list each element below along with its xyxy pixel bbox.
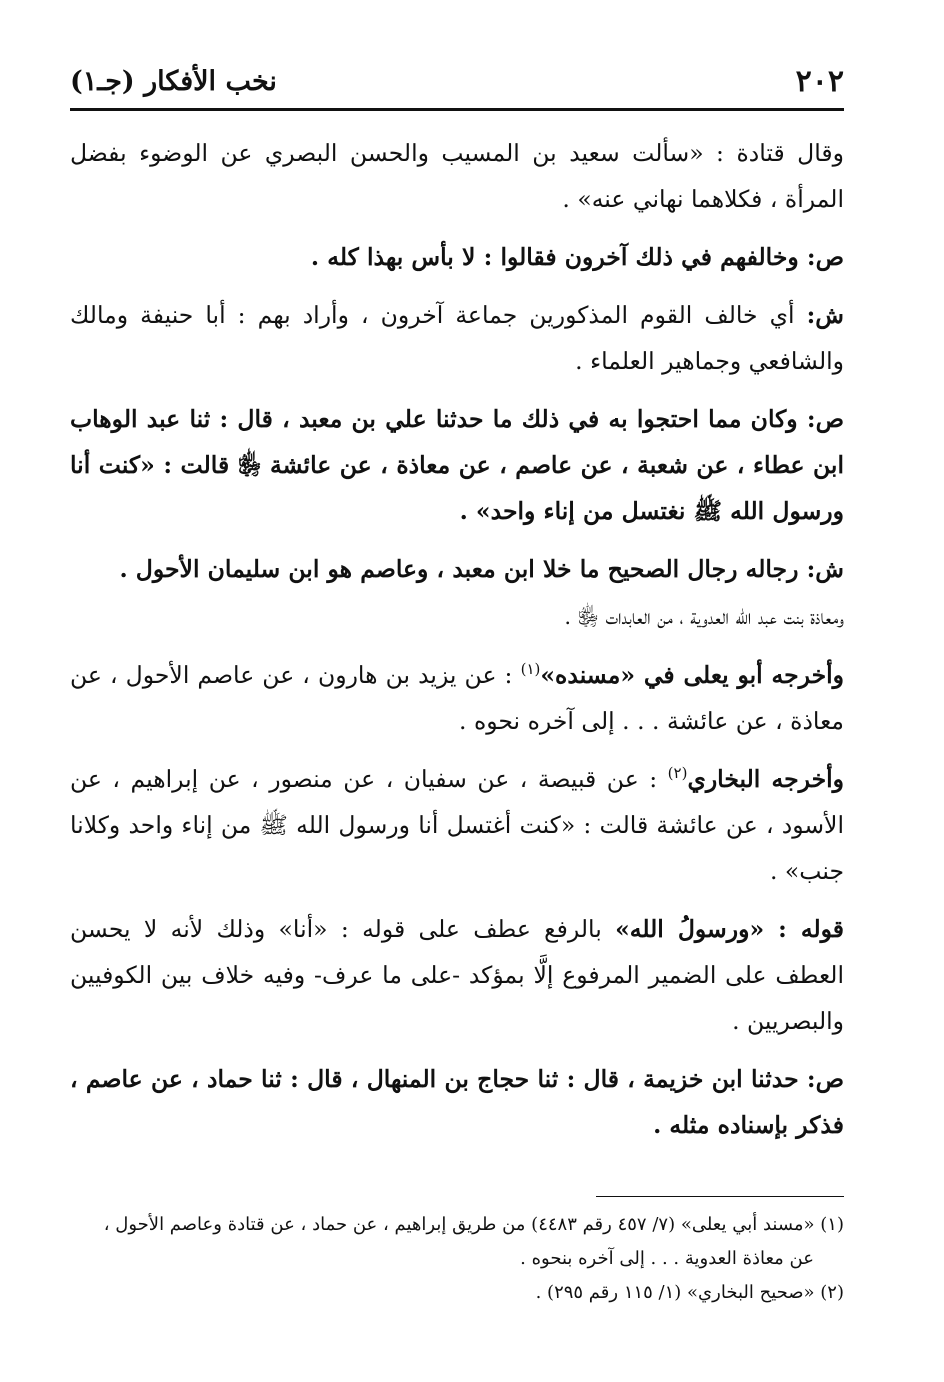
paragraph-text: : عن يزيد بن هارون ، عن عاصم الأحول ، عن معاذة ، عن عائشة . . . إلى آخره نحوه .	[70, 661, 844, 735]
footnote-ref[interactable]: (١)	[520, 660, 541, 679]
paragraph-sharh-bold	[70, 546, 844, 592]
paragraph-matn	[70, 396, 844, 534]
main-text	[70, 130, 844, 1160]
citation-lead: قوله : «ورسولُ الله»	[615, 915, 844, 943]
paragraph-text: أي خالف القوم المذكورين جماعة آخرون ، وأراد بهم : أبا حنيفة ومالك والشافعي وجماهير العلماء .	[70, 301, 844, 375]
header-rule	[70, 108, 844, 111]
paragraph-text: وكان مما احتجوا به في ذلك ما حدثنا علي بن معبد ، قال : ثنا عبد الوهاب ابن عطاء ، عن شعبة ، عن عاصم ، عن معاذة ، عن عائشة ﵂ قالت : «كنت أنا ورسول الله ﷺ نغتسل من إناء واحد» .	[70, 405, 844, 525]
citation-lead: وأخرجه أبو يعلى في «مسنده»	[540, 661, 844, 689]
matn-marker: ص:	[806, 1065, 844, 1093]
paragraph-text: بالرفع عطف على قوله : «أنا» وذلك لأنه لا يحسن العطف على الضمير المرفوع إلَّا بمؤكد -على ما عرف- وفيه خلاف بين الكوفيين والبصريين .	[70, 915, 844, 1035]
paragraph-text: رجاله رجال الصحيح ما خلا ابن معبد ، وعاصم هو ابن سليمان الأحول .	[119, 555, 799, 583]
paragraph-text: ومعاذة بنت عبد الله العدوية ، من العابدات ﵂ .	[564, 605, 844, 629]
paragraph-abu-yala	[70, 652, 844, 744]
footnote-2	[70, 1276, 844, 1310]
footnotes	[70, 1208, 844, 1310]
sharh-marker: ش:	[806, 555, 844, 583]
paragraph-text: وخالفهم في ذلك آخرون فقالوا : لا بأس بهذا كله .	[310, 243, 799, 271]
running-title: نخب الأفكار (جـ١)	[70, 66, 277, 97]
paragraph-text: وقال قتادة : «سألت سعيد بن المسيب والحسن البصري عن الوضوء بفضل المرأة ، فكلاهما نهاني عنه» .	[70, 139, 844, 213]
paragraph-qatada	[70, 130, 844, 222]
paragraph-qawluhu	[70, 906, 844, 1044]
footnote-1	[70, 1208, 844, 1276]
paragraph-matn	[70, 1056, 844, 1148]
footnote-text: (٢) «صحيح البخاري» (١/ ١١٥ رقم ٢٩٥) .	[535, 1282, 844, 1303]
matn-marker: ص:	[806, 405, 844, 433]
paragraph-muadha	[70, 594, 844, 640]
matn-marker: ص:	[806, 243, 844, 271]
paragraph-text: : عن قبيصة ، عن سفيان ، عن منصور ، عن إبراهيم ، عن الأسود ، عن عائشة قالت : «كنت أغتسل أنا ورسول الله ﷺ من إناء واحد وكلانا جنب» .	[70, 765, 844, 885]
paragraph-matn	[70, 234, 844, 280]
footnote-rule	[596, 1196, 844, 1197]
footnote-text: (١) «مسند أبي يعلى» (٧/ ٤٥٧ رقم ٤٤٨٣) من طريق إبراهيم ، عن حماد ، عن قتادة وعاصم الأحول ،	[103, 1214, 844, 1235]
citation-lead: وأخرجه البخاري	[687, 765, 845, 793]
sharh-marker: ش:	[806, 301, 844, 329]
paragraph-sharh	[70, 292, 844, 384]
page-header	[70, 62, 844, 102]
footnote-ref[interactable]: (٢)	[667, 764, 688, 783]
footnote-text: عن معاذة العدوية . . . إلى آخره بنحوه .	[520, 1248, 814, 1269]
paragraph-bukhari	[70, 756, 844, 894]
paragraph-text: حدثنا ابن خزيمة ، قال : ثنا حجاج بن المنهال ، قال : ثنا حماد ، عن عاصم ، فذكر بإسناده مثله .	[70, 1065, 844, 1139]
page-number: ٢٠٢	[795, 64, 844, 99]
